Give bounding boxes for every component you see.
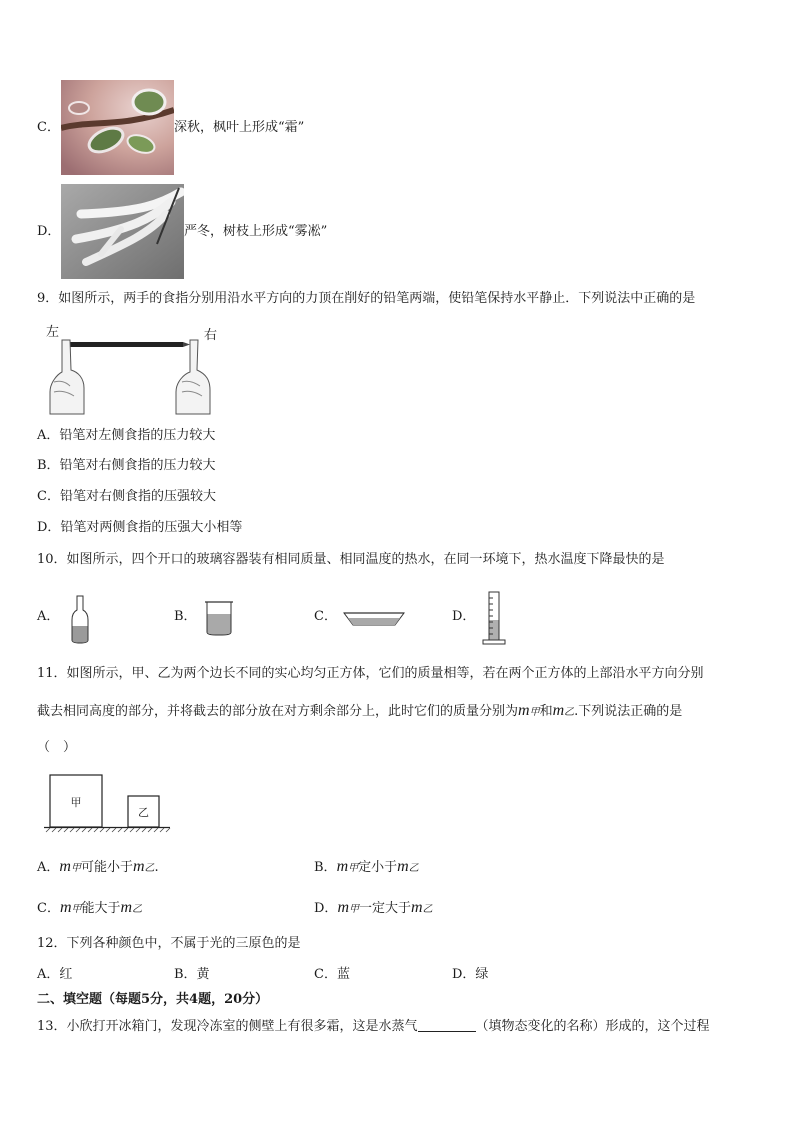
question-11-stem-line2 <box>37 701 682 723</box>
section-title-fill-in: 二、填空题（每题5分，共4题，20分） <box>37 992 269 1007</box>
beaker-icon <box>205 600 233 636</box>
option-c-label: C． <box>37 120 60 135</box>
figure-left-label: 左 <box>46 325 60 340</box>
question-13-stem-pre: 13．小欣打开冰箱门，发现冷冻室的侧壁上有很多霜，这是水蒸气 <box>37 1019 418 1034</box>
frost-leaf-photo <box>61 80 174 175</box>
question-9-option-b: B．铅笔对右侧食指的压力较大 <box>37 458 216 473</box>
question-12-option-a: A．红 <box>37 967 73 982</box>
question-11-stem-post: .下列说法正确的是 <box>574 704 683 719</box>
mass-yi-symbol: m乙 <box>552 702 575 719</box>
question-12-stem: 12．下列各种颜色中，不属于光的三原色的是 <box>37 936 301 951</box>
option-c-text: 深秋，枫叶上形成“霜” <box>174 120 305 135</box>
question-12-option-d: D．绿 <box>452 967 489 982</box>
question-11-option-d: D．m甲一定大于m乙 <box>314 899 433 916</box>
question-11-option-b: B．m甲定小于m乙 <box>314 858 419 875</box>
question-11-stem-line1: 11．如图所示，甲、乙为两个边长不同的实心均匀正方体，它们的质量相等，若在两个正方体的上部沿水平方向分别 <box>37 666 704 681</box>
question-13-stem-post: （填物态变化的名称）形成的，这个过程 <box>475 1019 710 1034</box>
question-11-stem-and: 和 <box>539 704 553 719</box>
pencil-fingers-figure <box>44 322 219 417</box>
rime-branch-photo <box>61 184 184 279</box>
cubes-figure <box>44 772 174 834</box>
question-11-option-a: A．m甲可能小于m乙. <box>37 858 159 875</box>
figure-right-label: 右 <box>204 328 218 343</box>
question-9-option-c: C．铅笔对右侧食指的压强较大 <box>37 489 216 504</box>
question-11-option-c: C．m甲能大于m乙 <box>37 899 143 916</box>
question-11-stem-pre: 截去相同高度的部分，并将截去的部分放在对方剩余部分上，此时它们的质量分别为 <box>37 704 519 719</box>
narrow-bottle-icon <box>70 594 90 644</box>
question-10-label-a: A． <box>37 609 60 624</box>
answer-blank[interactable] <box>418 1017 476 1032</box>
question-10-label-c: C． <box>314 609 337 624</box>
cube-jia-label: 甲 <box>70 796 82 809</box>
question-11-paren: （ ） <box>37 740 77 755</box>
option-d-text: 严冬，树枝上形成“雾凇” <box>184 224 328 239</box>
question-10-stem: 10．如图所示，四个开口的玻璃容器装有相同质量、相同温度的热水，在同一环境下，热水温度下降最快的是 <box>37 552 665 567</box>
option-d-label: D． <box>37 224 61 239</box>
shallow-dish-icon <box>343 610 405 628</box>
question-12-option-b: B．黄 <box>174 967 210 982</box>
question-12-option-c: C．蓝 <box>314 967 350 982</box>
question-10-label-b: B． <box>174 609 197 624</box>
question-9-stem: 9．如图所示，两手的食指分别用沿水平方向的力顶在削好的铅笔两端，使铅笔保持水平静止．下列说法中正确的是 <box>37 291 696 306</box>
mass-jia-symbol: m甲 <box>518 702 540 719</box>
cube-yi-label: 乙 <box>138 806 149 819</box>
question-10-label-d: D． <box>452 609 476 624</box>
question-9-option-a: A．铅笔对左侧食指的压力较大 <box>37 428 216 443</box>
question-13-stem <box>37 1017 710 1037</box>
question-9-option-d: D．铅笔对两侧食指的压强大小相等 <box>37 520 243 535</box>
graduated-cylinder-icon <box>480 590 508 646</box>
